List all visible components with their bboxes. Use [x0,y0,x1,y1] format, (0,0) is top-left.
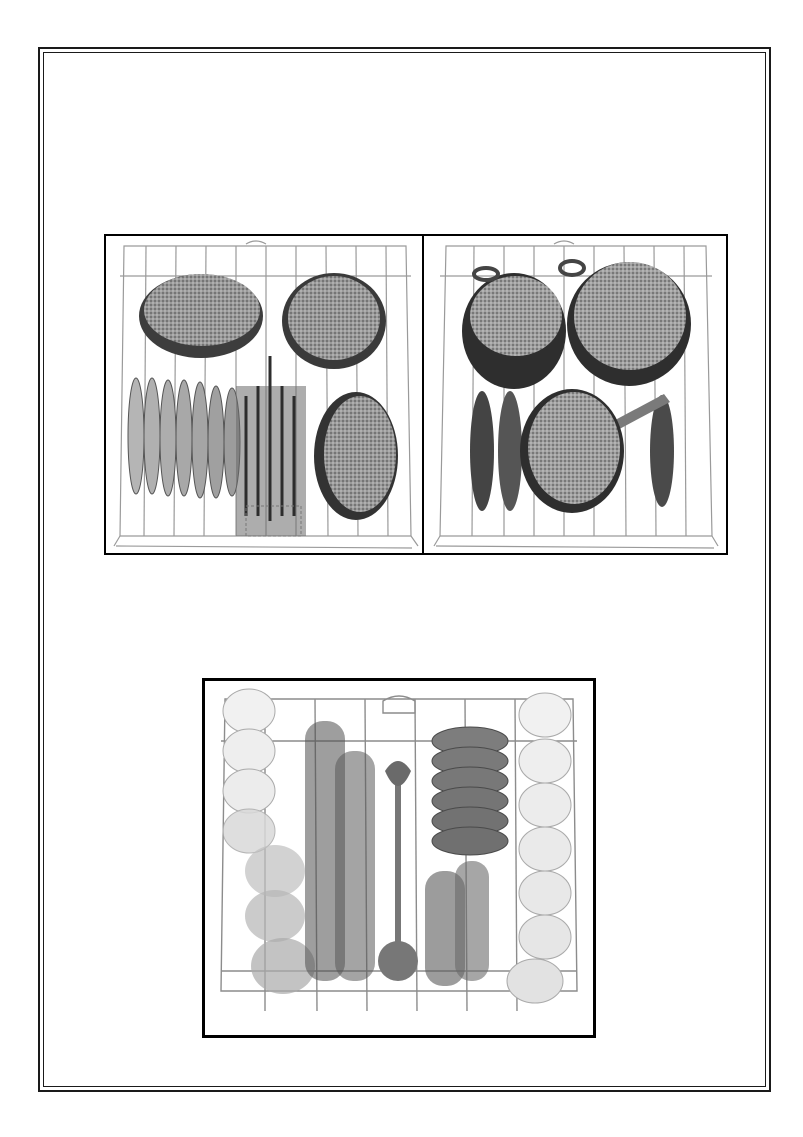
cups-left [223,689,315,994]
upper-basket-illustration [205,681,593,1035]
figure-lower-basket-pans [422,234,728,555]
figure-upper-basket [202,678,596,1038]
lid-2 [498,391,522,511]
lid-3 [650,395,674,507]
ladle [378,761,418,981]
lid-1 [470,391,494,511]
saucers [432,727,508,855]
lower-basket-pans-illustration [424,236,726,553]
figure-lower-basket-mixed [104,234,424,555]
lower-basket-mixed-illustration [106,236,422,553]
